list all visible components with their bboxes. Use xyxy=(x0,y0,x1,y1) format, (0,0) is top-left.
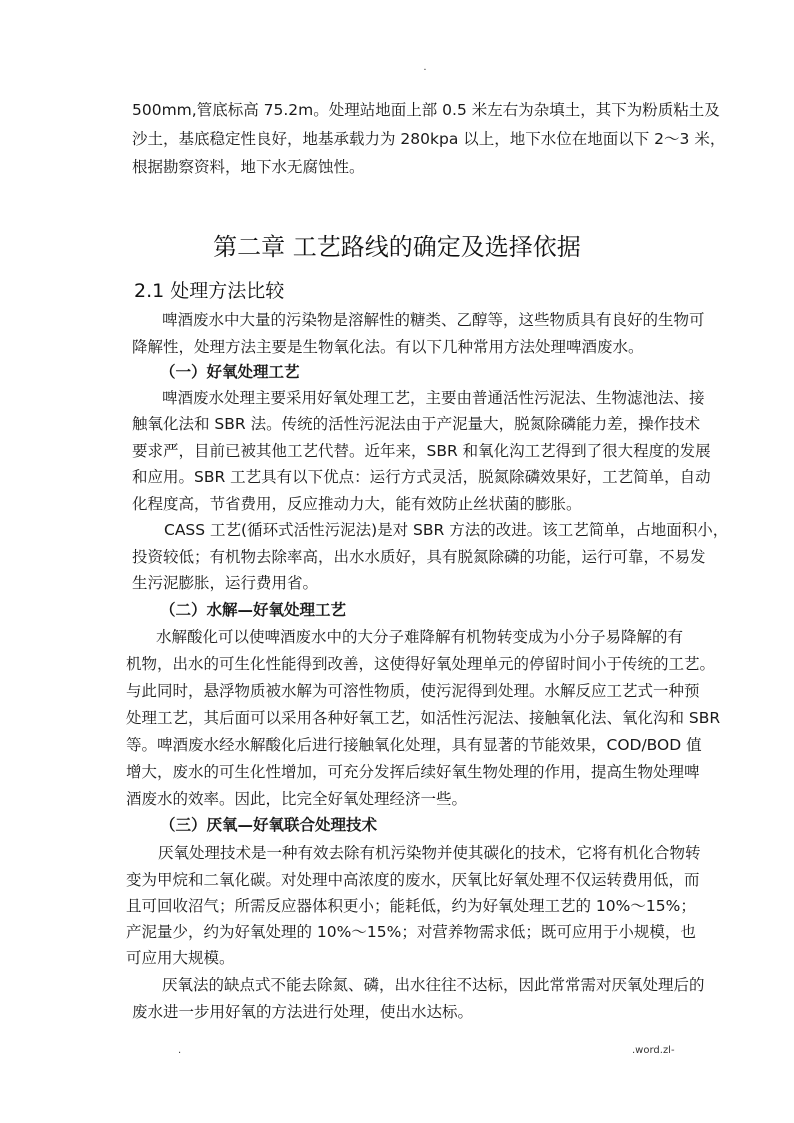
paragraph-line: 厌氧处理技术是一种有效去除有机污染物并使其碳化的技术，它将有机化合物转 xyxy=(158,844,701,862)
intro-line: 根据勘察资料，地下水无腐蚀性。 xyxy=(132,158,365,176)
paragraph-line: CASS 工艺(循环式活性污泥法)是对 SBR 方法的改进。该工艺简单，占地面积小， xyxy=(164,521,729,539)
paragraph-line: 酒废水的效率。因此，比完全好氧处理经济一些。 xyxy=(126,790,468,808)
paragraph-line: 降解性，处理方法主要是生物氧化法。有以下几种常用方法处理啤酒废水。 xyxy=(132,338,644,356)
footer-mark: . xyxy=(178,1045,182,1056)
paragraph-line: 可应用大规模。 xyxy=(126,949,235,967)
chapter-title: 第二章 工艺路线的确定及选择依据 xyxy=(213,233,581,261)
paragraph-line: 处理工艺，其后面可以采用各种好氧工艺，如活性污泥法、接触氧化法、氧化沟和 SBR xyxy=(126,709,721,727)
intro-line: 500mm,管底标高 75.2m。处理站地面上部 0.5 米左右为杂填土，其下为粉质粘土及 xyxy=(132,101,720,119)
paragraph-line: 变为甲烷和二氧化碳。对处理中高浓度的废水，厌氧比好氧处理不仅运转费用低，而 xyxy=(126,871,700,889)
paragraph-line: 废水进一步用好氧的方法进行处理，使出水达标。 xyxy=(132,1003,474,1021)
paragraph-line: 等。啤酒废水经水解酸化后进行接触氧化处理，具有显著的节能效果，COD/BOD 值 xyxy=(126,736,702,754)
paragraph-line: 和应用。SBR 工艺具有以下优点：运行方式灵活，脱氮除磷效果好，工艺简单，自动 xyxy=(132,468,711,486)
paragraph-line: 啤酒废水处理主要采用好氧处理工艺，主要由普通活性污泥法、生物滤池法、接 xyxy=(162,389,705,407)
paragraph-line: 增大，废水的可生化性增加，可充分发挥后续好氧生物处理的作用，提高生物处理啤 xyxy=(126,763,700,781)
subheading-anaerobic-aerobic: （三）厌氧—好氧联合处理技术 xyxy=(160,816,378,834)
paragraph-line: 且可回收沼气；所需反应器体积更小；能耗低，约为好氧处理工艺的 10%～15%； xyxy=(126,897,696,915)
footer-text: .word.zl- xyxy=(632,1045,675,1056)
subheading-aerobic: （一）好氧处理工艺 xyxy=(160,363,300,381)
paragraph-line: 要求严，目前已被其他工艺代替。近年来，SBR 和氧化沟工艺得到了很大程度的发展 xyxy=(132,442,711,460)
subheading-hydrolysis: （二）水解—好氧处理工艺 xyxy=(160,601,347,619)
paragraph-line: 产泥量少，约为好氧处理的 10%～15%；对营养物需求低；既可应用于小规模，也 xyxy=(126,923,696,941)
paragraph-line: 投资较低；有机物去除率高，出水水质好，具有脱氮除磷的功能，运行可靠，不易发 xyxy=(132,548,706,566)
paragraph-line: 机物，出水的可生化性能得到改善，这使得好氧处理单元的停留时间小于传统的工艺。 xyxy=(126,655,716,673)
paragraph-line: 化程度高，节省费用，反应推动力大，能有效防止丝状菌的膨胀。 xyxy=(132,495,582,513)
intro-line: 沙土，基底稳定性良好，地基承载力为 280kpa 以上，地下水位在地面以下 2～3 米， xyxy=(132,130,726,148)
paragraph-line: 触氧化法和 SBR 法。传统的活性污泥法由于产泥量大，脱氮除磷能力差，操作技术 xyxy=(132,415,701,433)
paragraph-line: 啤酒废水中大量的污染物是溶解性的糖类、乙醇等，这些物质具有良好的生物可 xyxy=(162,311,705,329)
paragraph-line: 与此同时，悬浮物质被水解为可溶性物质，使污泥得到处理。水解反应工艺式一种预 xyxy=(126,682,700,700)
paragraph-line: 厌氧法的缺点式不能去除氮、磷，出水往往不达标，因此常常需对厌氧处理后的 xyxy=(162,976,705,994)
paragraph-line: 水解酸化可以使啤酒废水中的大分子难降解有机物转变成为小分子易降解的有 xyxy=(156,628,684,646)
paragraph-line: 生污泥膨胀，运行费用省。 xyxy=(132,574,319,592)
header-mark: . xyxy=(423,62,427,73)
section-title: 2.1 处理方法比较 xyxy=(134,280,285,302)
